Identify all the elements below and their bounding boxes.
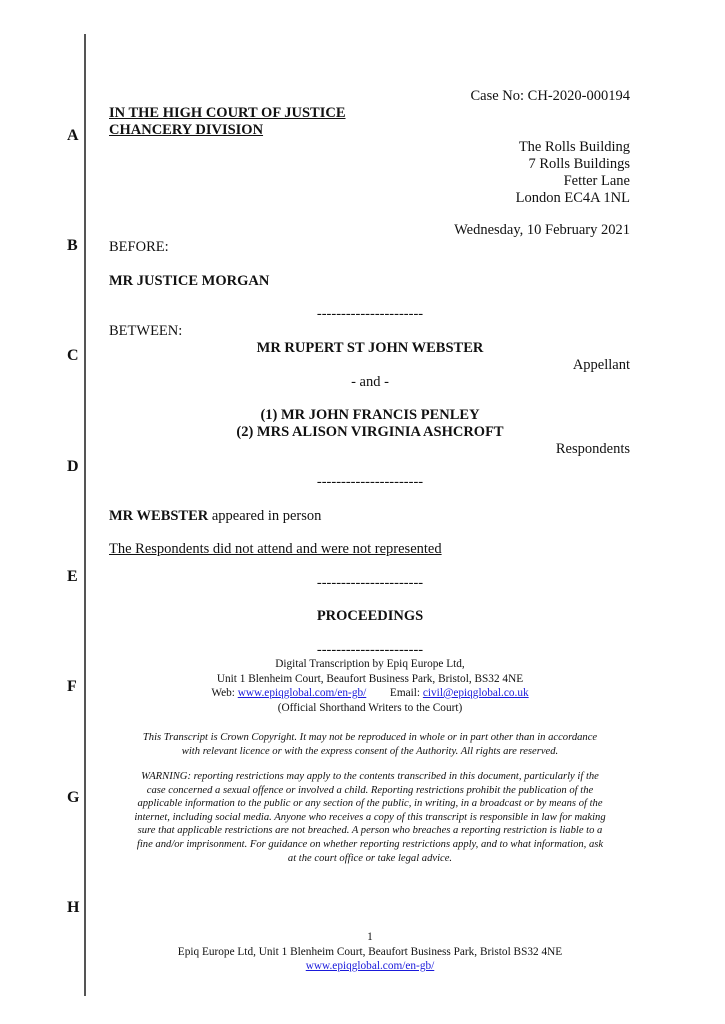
before-label: BEFORE:	[109, 239, 169, 255]
divider: ----------------------	[316, 642, 424, 658]
court-name: IN THE HIGH COURT OF JUSTICE	[109, 105, 346, 121]
transcription-line: Digital Transcription by Epiq Europe Ltd,	[275, 658, 465, 670]
appellant-role: Appellant	[572, 357, 630, 373]
margin-letter-e: E	[67, 568, 78, 585]
address-line: London EC4A 1NL	[515, 190, 630, 206]
margin-letter-g: G	[67, 789, 80, 806]
proceedings-heading: PROCEEDINGS	[316, 608, 424, 624]
email-label: Email:	[389, 687, 423, 699]
web-label: Web:	[211, 687, 238, 699]
respondents-note: The Respondents did not attend and were not represented	[109, 541, 442, 557]
warning-line: applicable information to the public or any section of the public, in writing, in a broadcast or by means of the	[137, 798, 603, 810]
margin-letter-c: C	[67, 347, 79, 364]
footer-link[interactable]: www.epiqglobal.com/en-gb/	[305, 960, 435, 972]
respondent-1: (1) MR JOHN FRANCIS PENLEY	[260, 407, 480, 423]
transcription-contact-line	[110, 686, 630, 701]
and-separator: - and -	[351, 374, 389, 390]
transcription-line: (Official Shorthand Writers to the Court)	[277, 701, 463, 714]
copyright-line: with relevant licence or with the express consent of the Authority. All rights are reserved.	[181, 745, 559, 757]
margin-letter-f: F	[67, 678, 77, 695]
appearance-name: MR WEBSTER	[109, 508, 209, 524]
margin-line	[84, 34, 86, 996]
footer	[110, 930, 630, 974]
page-number: 1	[367, 931, 373, 943]
email-link[interactable]: civil@epiqglobal.co.uk	[422, 687, 529, 699]
footer-company: Epiq Europe Ltd, Unit 1 Blenheim Court, Beaufort Business Park, Bristol BS32 4NE	[177, 945, 563, 958]
appellant-name: MR RUPERT ST JOHN WEBSTER	[256, 340, 484, 356]
web-link[interactable]: www.epiqglobal.com/en-gb/	[237, 687, 367, 699]
appearance-text: appeared in person	[208, 508, 322, 524]
court-division: CHANCERY DIVISION	[109, 122, 264, 138]
address-line: The Rolls Building	[518, 139, 630, 155]
respondent-2: (2) MRS ALISON VIRGINIA ASHCROFT	[236, 424, 504, 440]
divider: ----------------------	[316, 575, 424, 591]
address-block	[516, 139, 630, 207]
judge-name: MR JUSTICE MORGAN	[109, 273, 270, 289]
case-number: Case No: CH-2020-000194	[470, 88, 630, 104]
appearance-line	[109, 508, 321, 525]
between-label: BETWEEN:	[109, 323, 183, 339]
margin-letter-b: B	[67, 237, 78, 254]
address-line: Fetter Lane	[563, 173, 630, 189]
transcription-block	[110, 657, 630, 715]
address-line: 7 Rolls Buildings	[528, 156, 630, 172]
margin-letter-d: D	[67, 458, 79, 475]
divider: ----------------------	[316, 474, 424, 490]
copyright-line: This Transcript is Crown Copyright. It may not be reproduced in whole or in part other than in accordance	[142, 732, 598, 743]
divider: ----------------------	[316, 306, 424, 322]
transcription-line: Unit 1 Blenheim Court, Beaufort Business Park, Bristol, BS32 4NE	[216, 672, 524, 685]
warning-line: internet, including social media. Anyone who receives a copy of this transcript is responsible in law for making	[134, 811, 606, 823]
warning-notice	[95, 770, 645, 865]
warning-line: at the court office or take legal advice.	[287, 852, 453, 864]
warning-line: sure that applicable restrictions are not breached. A person who breaches a reporting restriction is liable to a	[137, 825, 603, 837]
margin-letter-h: H	[67, 899, 80, 916]
hearing-date: Wednesday, 10 February 2021	[454, 222, 630, 238]
margin-letter-a: A	[67, 127, 79, 144]
warning-line: fine and/or imprisonment. For guidance on whether reporting restrictions apply, and to what information, ask	[136, 838, 604, 850]
warning-line: case concerned a sexual offence or involved a child. Reporting restrictions prohibit the publication of the	[146, 784, 594, 796]
warning-line: WARNING: reporting restrictions may apply to the contents transcribed in this document, particularly if the	[141, 771, 599, 782]
copyright-notice	[95, 731, 645, 758]
respondents-role: Respondents	[555, 441, 630, 457]
